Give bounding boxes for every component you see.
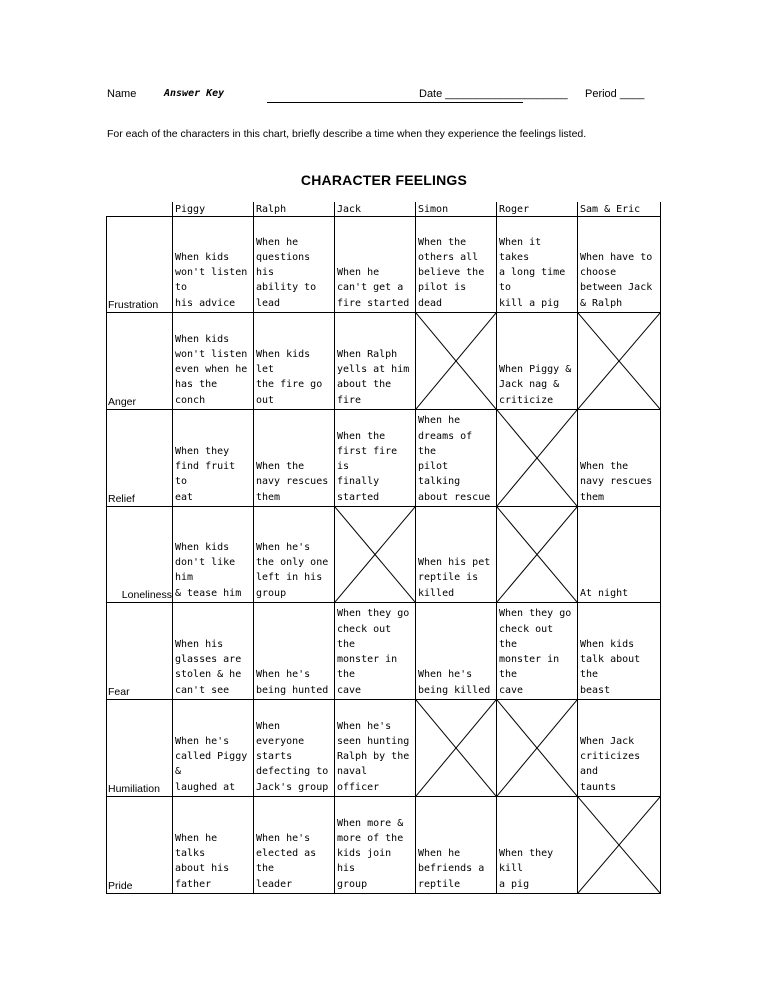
table-row <box>107 797 661 894</box>
feelings-table <box>106 202 661 894</box>
row-label-frustration: Frustration <box>107 217 173 313</box>
feeling-cell: When the navy rescues them <box>578 410 661 507</box>
column-header-roger: Roger <box>497 202 578 217</box>
feeling-cell: When kids won't listen even when he has the conch <box>173 313 254 410</box>
row-label-humiliation: Humiliation <box>107 700 173 797</box>
x-mark-icon <box>578 313 660 409</box>
feeling-cell: When kids don't like him & tease him <box>173 507 254 603</box>
feeling-cell: When they go check out the monster in the cave <box>335 603 416 700</box>
feeling-cell: When he's being killed <box>416 603 497 700</box>
column-header-ralph: Ralph <box>254 202 335 217</box>
column-header-piggy: Piggy <box>173 202 254 217</box>
row-label-loneliness: Loneliness <box>107 507 173 603</box>
crossed-out-cell <box>416 313 497 410</box>
table-row <box>107 507 661 603</box>
feeling-cell: When he dreams of the pilot talking about rescue <box>416 410 497 507</box>
crossed-out-cell <box>578 797 661 894</box>
feeling-cell: When he questions his ability to lead <box>254 217 335 313</box>
feeling-cell: When his pet reptile is killed <box>416 507 497 603</box>
feeling-cell: When kids won't listen to his advice <box>173 217 254 313</box>
x-mark-icon <box>497 700 577 796</box>
chart-title: CHARACTER FEELINGS <box>300 172 468 188</box>
feeling-cell: When they kill a pig <box>497 797 578 894</box>
table-row <box>107 603 661 700</box>
crossed-out-cell <box>497 700 578 797</box>
header-line <box>107 88 667 104</box>
feeling-cell: When Jack criticizes and taunts <box>578 700 661 797</box>
name-underline <box>267 102 523 103</box>
feeling-cell: When he talks about his father <box>173 797 254 894</box>
crossed-out-cell <box>497 410 578 507</box>
feeling-cell: When he's being hunted <box>254 603 335 700</box>
x-mark-icon <box>416 700 496 796</box>
table-row <box>107 313 661 410</box>
feeling-cell: When he befriends a reptile <box>416 797 497 894</box>
feeling-cell: When kids let the fire go out <box>254 313 335 410</box>
feeling-cell: When they find fruit to eat <box>173 410 254 507</box>
crossed-out-cell <box>416 700 497 797</box>
table-body <box>107 217 661 894</box>
feeling-cell: When his glasses are stolen & he can't see <box>173 603 254 700</box>
feeling-cell: When he's called Piggy & laughed at <box>173 700 254 797</box>
x-mark-icon <box>578 797 660 893</box>
x-mark-icon <box>497 410 577 506</box>
crossed-out-cell <box>335 507 416 603</box>
feeling-cell: When have to choose between Jack & Ralph <box>578 217 661 313</box>
row-label-relief: Relief <box>107 410 173 507</box>
crossed-out-cell <box>497 507 578 603</box>
feeling-cell: When he's seen hunting Ralph by the naval officer <box>335 700 416 797</box>
feeling-cell: When he's elected as the leader <box>254 797 335 894</box>
feeling-cell: At night <box>578 507 661 603</box>
crossed-out-cell <box>578 313 661 410</box>
feeling-cell: When he can't get a fire started <box>335 217 416 313</box>
table-row <box>107 217 661 313</box>
row-label-anger: Anger <box>107 313 173 410</box>
row-label-fear: Fear <box>107 603 173 700</box>
feeling-cell: When they go check out the monster in the cave <box>497 603 578 700</box>
feeling-cell: When kids talk about the beast <box>578 603 661 700</box>
column-header-jack: Jack <box>335 202 416 217</box>
feeling-cell: When Ralph yells at him about the fire <box>335 313 416 410</box>
date-label: Date ____________________ <box>419 88 568 100</box>
table-row <box>107 700 661 797</box>
feeling-cell: When it takes a long time to kill a pig <box>497 217 578 313</box>
name-label: Name <box>107 88 137 100</box>
feeling-cell: When more & more of the kids join his group <box>335 797 416 894</box>
name-value: Answer Key <box>164 88 225 99</box>
x-mark-icon <box>497 507 577 602</box>
period-label: Period ____ <box>585 88 645 100</box>
header-row <box>107 202 661 217</box>
x-mark-icon <box>416 313 496 409</box>
column-header-sam-eric: Sam & Eric <box>578 202 661 217</box>
table-row <box>107 410 661 507</box>
x-mark-icon <box>335 507 415 602</box>
corner-cell <box>107 202 173 217</box>
feeling-cell: When the others all believe the pilot is dead <box>416 217 497 313</box>
feeling-cell: When the navy rescues them <box>254 410 335 507</box>
row-label-pride: Pride <box>107 797 173 894</box>
feeling-cell: When Piggy & Jack nag & criticize <box>497 313 578 410</box>
feeling-cell: When everyone starts defecting to Jack's group <box>254 700 335 797</box>
feeling-cell: When he's the only one left in his group <box>254 507 335 603</box>
instructions: For each of the characters in this chart, briefly describe a time when they experience the feelings listed. <box>107 128 587 140</box>
column-header-simon: Simon <box>416 202 497 217</box>
feeling-cell: When the first fire is finally started <box>335 410 416 507</box>
